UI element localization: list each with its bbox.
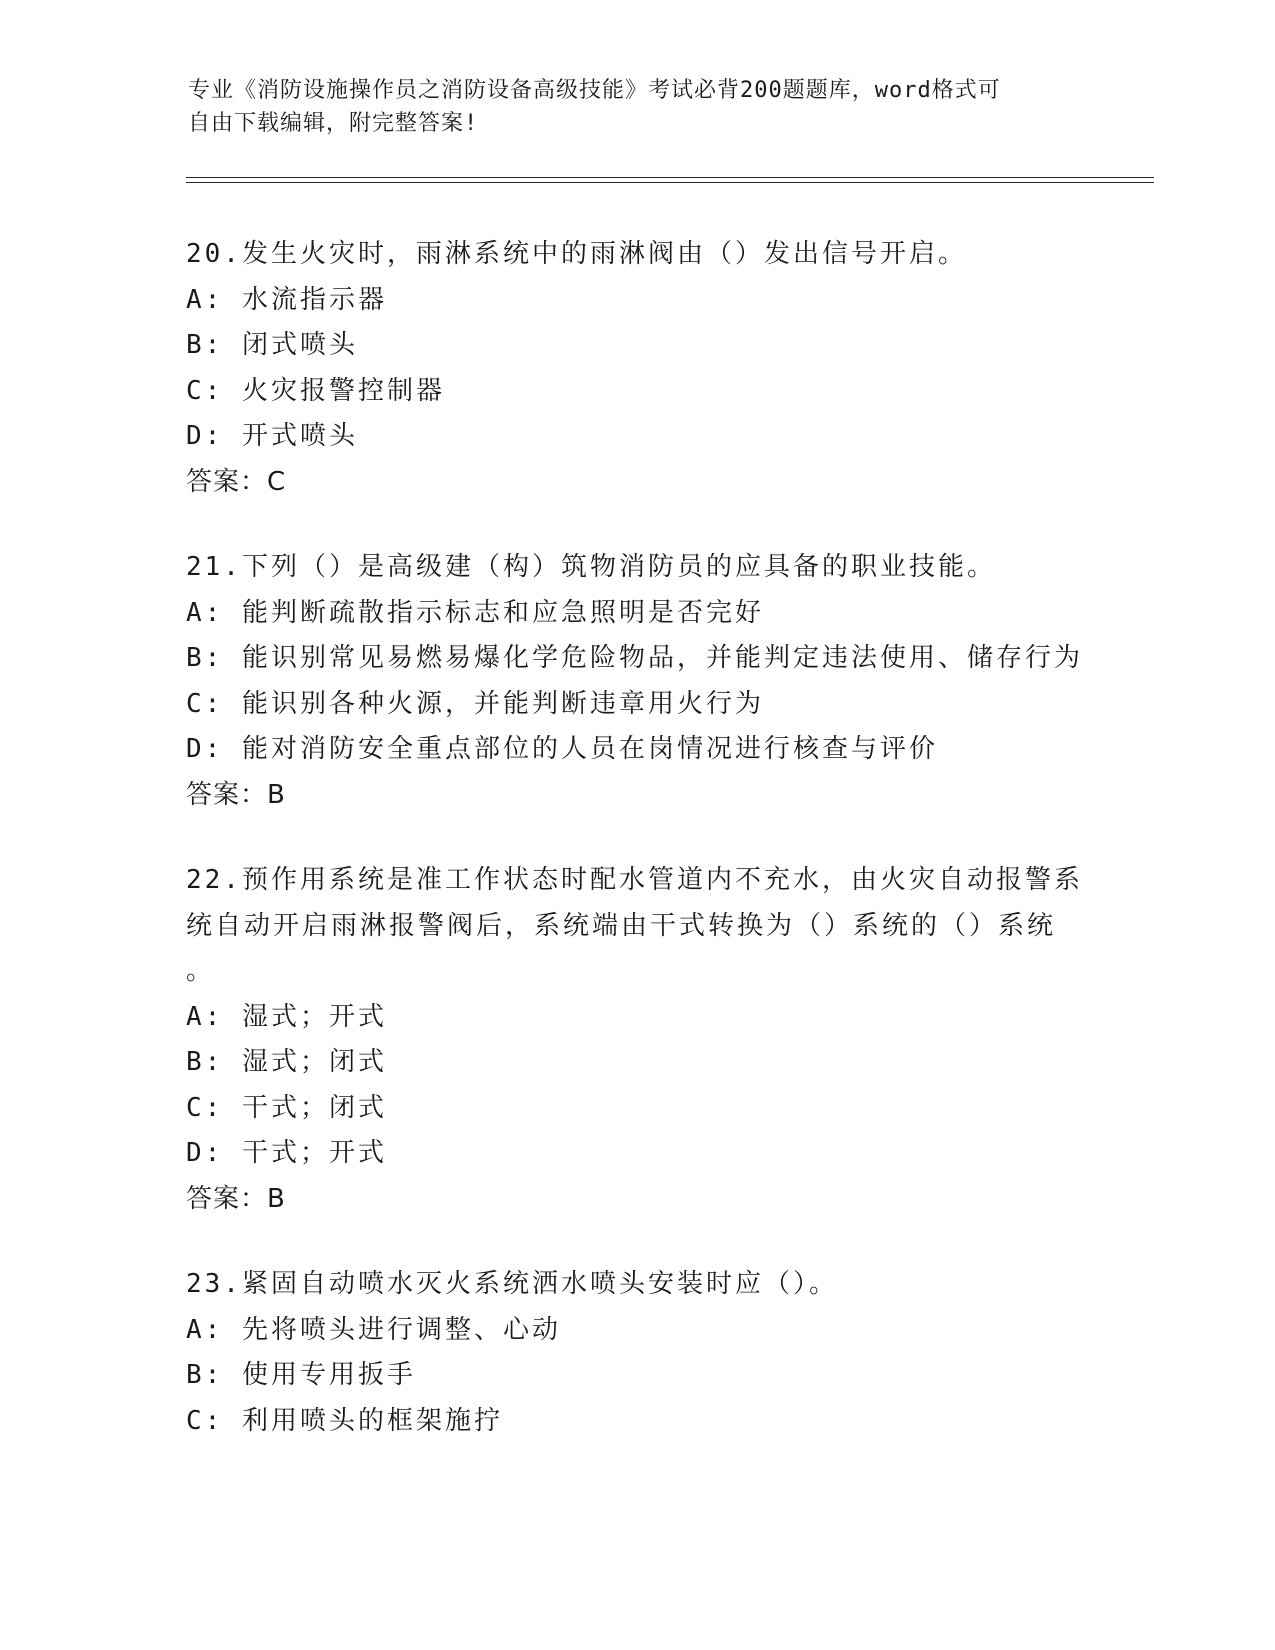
option-d: D: 干式；开式 bbox=[186, 1138, 387, 1168]
header-divider-bottom bbox=[186, 182, 1154, 183]
option-a: A: 水流指示器 bbox=[186, 284, 387, 315]
option-a: A: 湿式；开式 bbox=[186, 1001, 387, 1032]
question-stem: 20.发生火灾时，雨淋系统中的雨淋阀由（）发出信号开启。 bbox=[186, 239, 967, 269]
question-stem: 21.下列（）是高级建（构）筑物消防员的应具备的职业技能。 bbox=[186, 552, 996, 582]
option-c: C: 干式；闭式 bbox=[186, 1092, 387, 1123]
question-stem-continued: 。 bbox=[186, 956, 216, 986]
option-b: B: 使用专用扳手 bbox=[186, 1360, 416, 1390]
question-stem-continued: 统自动开启雨淋报警阀后，系统端由干式转换为（）系统的（）系统 bbox=[186, 910, 1057, 941]
document-header bbox=[188, 74, 1068, 140]
option-c: C: 利用喷头的框架施拧 bbox=[186, 1405, 503, 1436]
option-d: D: 开式喷头 bbox=[186, 421, 358, 451]
header-divider-top bbox=[186, 177, 1154, 178]
question-23 bbox=[186, 1262, 1086, 1444]
option-c: C: 火灾报警控制器 bbox=[186, 375, 445, 406]
question-20 bbox=[186, 232, 1086, 505]
question-stem: 22.预作用系统是准工作状态时配水管道内不充水，由火灾自动报警系 bbox=[186, 865, 1083, 895]
option-a: A: 先将喷头进行调整、心动 bbox=[186, 1314, 561, 1345]
option-d: D: 能对消防安全重点部位的人员在岗情况进行核查与评价 bbox=[186, 734, 938, 764]
question-21 bbox=[186, 545, 1086, 818]
question-22 bbox=[186, 858, 1086, 1222]
option-b: B: 能识别常见易燃易爆化学危险物品，并能判定违法使用、储存行为 bbox=[186, 643, 1083, 673]
question-stem: 23.紧固自动喷水灭火系统洒水喷头安装时应（）。 bbox=[186, 1269, 838, 1299]
answer: 答案：B bbox=[186, 779, 286, 810]
option-b: B: 湿式；闭式 bbox=[186, 1047, 387, 1077]
answer: 答案：C bbox=[186, 466, 287, 497]
option-b: B: 闭式喷头 bbox=[186, 330, 358, 360]
question-list bbox=[186, 232, 1086, 1484]
option-a: A: 能判断疏散指示标志和应急照明是否完好 bbox=[186, 597, 764, 628]
answer: 答案：B bbox=[186, 1183, 286, 1214]
option-c: C: 能识别各种火源，并能判断违章用火行为 bbox=[186, 688, 764, 719]
header-line-1: 专业《消防设施操作员之消防设备高级技能》考试必背200题题库，word格式可 bbox=[188, 78, 1001, 103]
header-line-2: 自由下载编辑，附完整答案! bbox=[188, 111, 479, 136]
